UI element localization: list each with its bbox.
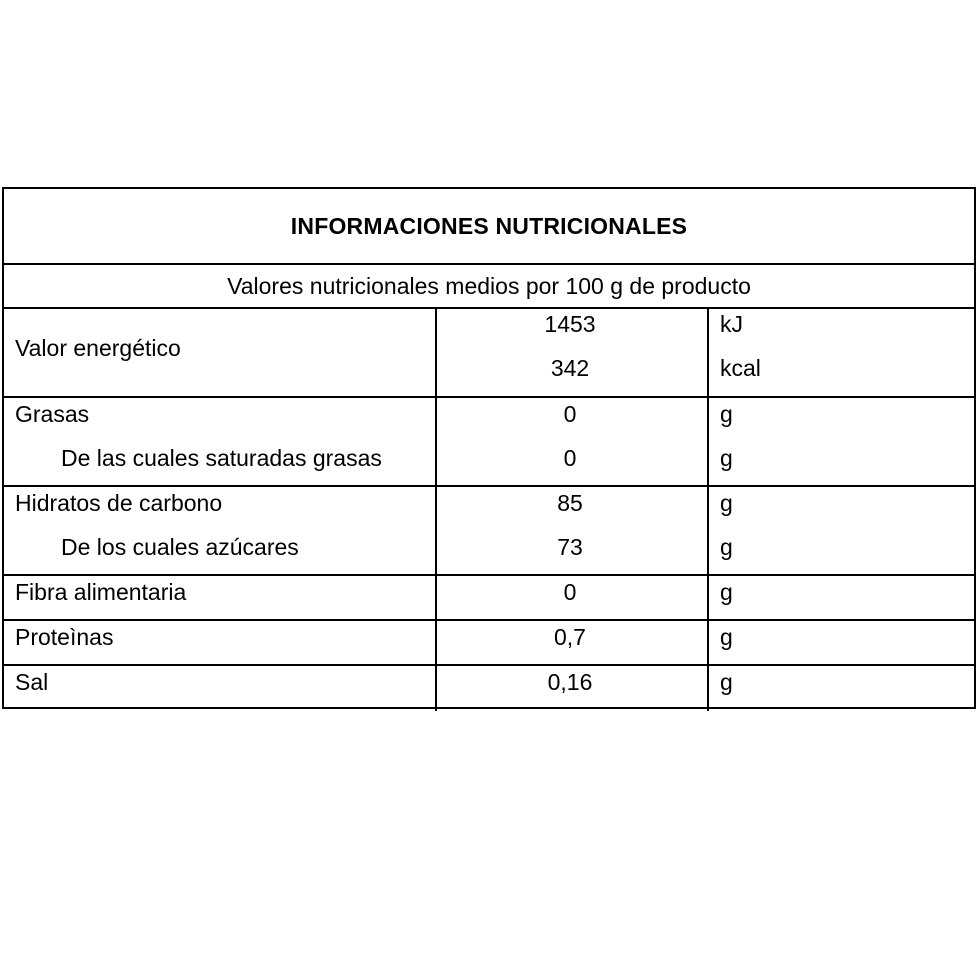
- energy-kj-value: 1453: [544, 311, 596, 337]
- nutrition-grid: [4, 309, 974, 707]
- row-fat: [4, 398, 974, 487]
- salt-value: 0,16: [547, 669, 593, 695]
- carbs-label: Hidratos de carbono: [15, 490, 223, 516]
- energy-kcal-unit: kcal: [720, 355, 761, 381]
- fat-unit-cell: [709, 398, 974, 485]
- fiber-value: 0: [563, 579, 577, 605]
- fiber-unit-cell: [709, 576, 974, 619]
- energy-label: Valor energético: [15, 335, 181, 361]
- energy-kj-unit: kJ: [720, 311, 743, 337]
- salt-unit-cell: [709, 666, 974, 711]
- fat-label-cell: [4, 398, 437, 485]
- sugars-value: 73: [557, 534, 583, 560]
- protein-value-cell: [437, 621, 709, 664]
- protein-unit: g: [720, 624, 733, 650]
- carbs-unit-cell: [709, 487, 974, 574]
- saturated-fat-value: 0: [563, 445, 577, 471]
- fat-value-cell: [437, 398, 709, 485]
- fat-label: Grasas: [15, 401, 90, 427]
- carbs-label-cell: [4, 487, 437, 574]
- nutrition-table: [2, 187, 976, 709]
- fat-value: 0: [563, 401, 577, 427]
- fiber-unit: g: [720, 579, 733, 605]
- sugars-unit: g: [720, 534, 733, 560]
- row-carbs: [4, 487, 974, 576]
- saturated-fat-unit: g: [720, 445, 733, 471]
- fiber-value-cell: [437, 576, 709, 619]
- carbs-value: 85: [557, 490, 583, 516]
- saturated-fat-label: De las cuales saturadas grasas: [61, 445, 382, 471]
- protein-unit-cell: [709, 621, 974, 664]
- fiber-label: Fibra alimentaria: [15, 579, 187, 605]
- energy-label-cell: [4, 309, 437, 396]
- salt-value-cell: [437, 666, 709, 711]
- fiber-label-cell: [4, 576, 437, 619]
- fat-unit: g: [720, 401, 733, 427]
- salt-label: Sal: [15, 669, 49, 695]
- protein-label-cell: [4, 621, 437, 664]
- row-salt: [4, 666, 974, 711]
- row-energy: [4, 309, 974, 398]
- energy-kcal-value: 342: [550, 355, 590, 381]
- table-subtitle: Valores nutricionales medios por 100 g de producto: [4, 265, 974, 309]
- energy-unit-cell: [709, 309, 974, 396]
- row-protein: [4, 621, 974, 666]
- table-title: INFORMACIONES NUTRICIONALES: [4, 189, 974, 265]
- sugars-label: De los cuales azúcares: [61, 534, 299, 560]
- carbs-value-cell: [437, 487, 709, 574]
- protein-label: Proteìnas: [15, 624, 114, 650]
- salt-unit: g: [720, 669, 733, 695]
- energy-value-cell: [437, 309, 709, 396]
- protein-value: 0,7: [554, 624, 586, 650]
- carbs-unit: g: [720, 490, 733, 516]
- salt-label-cell: [4, 666, 437, 711]
- row-fiber: [4, 576, 974, 621]
